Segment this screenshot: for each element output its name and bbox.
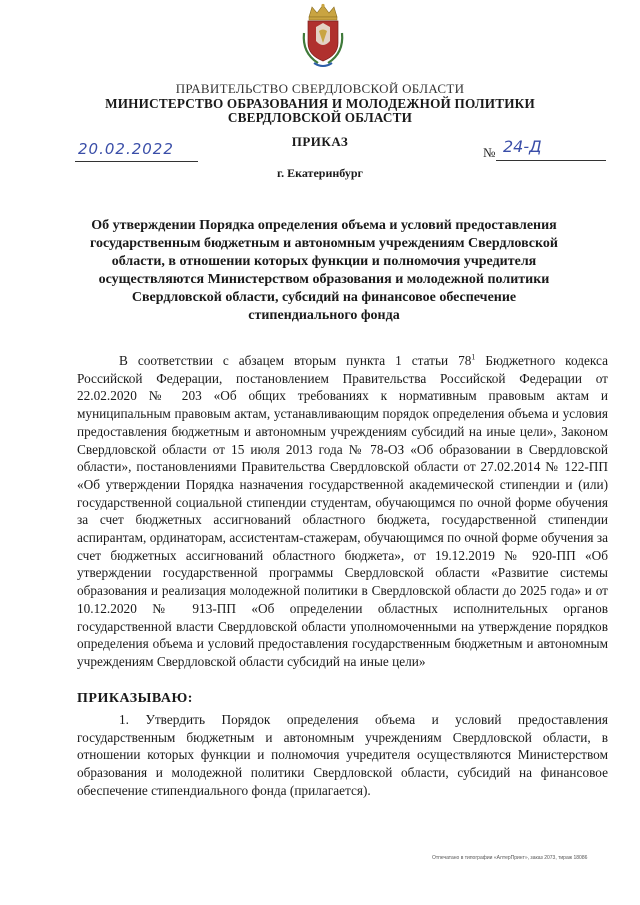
- number-sign: №: [483, 145, 496, 160]
- print-note: Отпечатано в типографии «АлтерПринт», заказ 2073, тираж 18086: [432, 855, 588, 861]
- document-type: ПРИКАЗ: [291, 134, 349, 149]
- handwritten-number: 24-Д: [503, 137, 542, 156]
- ministry-name: [0, 97, 640, 125]
- article-superscript: 1: [471, 352, 476, 362]
- handwritten-date: 20.02.2022: [78, 140, 174, 158]
- number-underline: [496, 160, 606, 161]
- ministry-line-1: МИНИСТЕРСТВО ОБРАЗОВАНИЯ И МОЛОДЕЖНОЙ ПОЛИТИКИ: [105, 96, 535, 111]
- order-item-1: 1. Утвердить Порядок определения объема и условий предоставления государственным бюджетным и автономным учреждениям Свердловской области, в отношении которых функции и полномочия учредителя осуществляются Министерством образования и молодежной политики Свердловской области, субсидий на финансовое обеспечение стипендиального фонда (прилагается).: [77, 712, 608, 798]
- preamble-text-start: В соответствии с абзацем вторым пункта 1 статьи 78: [119, 353, 472, 368]
- document-title: Об утверждении Порядка определения объема и условий предоставления государственным бюджетным и автономным учреждениям Свердловской области, в отношении которых функции и полномочия учредителя осуществляются Министерством образования и молодежной политики Свердловской области, субсидий на финансовое обеспечение стипендиального фонда: [90, 218, 558, 323]
- preamble-paragraph: [77, 352, 608, 671]
- order-word: ПРИКАЗЫВАЮ:: [77, 691, 193, 706]
- city-line: г. Екатеринбург: [277, 166, 363, 180]
- date-underline: [75, 161, 198, 162]
- ministry-line-2: СВЕРДЛОВСКОЙ ОБЛАСТИ: [227, 110, 413, 125]
- coat-of-arms-emblem: [300, 3, 346, 69]
- government-name: ПРАВИТЕЛЬСТВО СВЕРДЛОВСКОЙ ОБЛАСТИ: [175, 81, 465, 96]
- preamble-text-rest: Бюджетного кодекса Российской Федерации, постановлением Правительства Российской Федерации от 22.02.2020 № 203 «Об общих требованиях к нормативным правовым актам и муниципальным правовым актам, устанавливающим порядок определения объема и условия предоставления бюджетным и автономным учреждениям субсидий на иные цели», Законом Свердловской области от 15 июля 2013 года № 78-ОЗ «Об образовании в Свердловской области», постановлениями Правительства Свердловской области от 27.02.2014 № 122-ПП «Об утверждении Порядка назначения государственной академической стипендии и (или) государственной социальной стипендии студентам, обучающимся по очной форме обучения за счет бюджетных ассигнований областного бюджета, государственной стипендии аспирантам, ординаторам, ассистентам-стажерам, обучающимся по очной форме обучения за счет бюджетных ассигнований областного бюджета», от 19.12.2019 № 920-ПП «Об утверждении государственной программы Свердловской области «Развитие системы образования и реализация молодежной политики в Свердловской области до 2025 года» и от 10.12.2020 № 913-ПП «Об определении областных исполнительных органов государственной власти Свердловской области уполномоченными на утверждение порядков определения объема и условий предоставления государственным бюджетным и автономным учреждениям Свердловской области субсидий на иные цели»: [77, 353, 608, 669]
